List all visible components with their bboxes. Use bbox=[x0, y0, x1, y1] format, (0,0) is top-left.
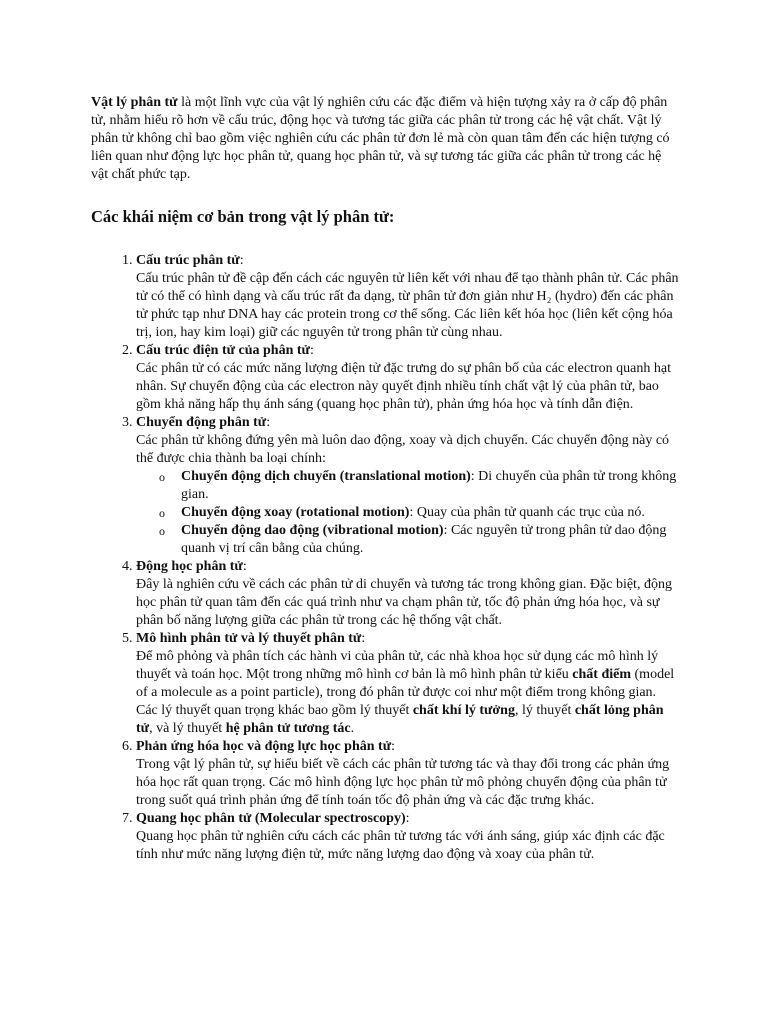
list-item: 4. Động học phân tử: Đây là nghiên cứu về cách các phân tử di chuyển và tương tác trong không gian. Đặc biệt, động học phân tử quan tâm đến các quá trình như va chạm phân tử, tốc độ phản ứng hóa học, và sự phân bố năng lượng giữa các phân tử trong các hệ thống vật chất. bbox=[136, 558, 680, 630]
item-title: Quang học phân tử (Molecular spectroscopy) bbox=[136, 811, 406, 826]
sublist-item: o Chuyển động xoay (rotational motion): Quay của phân tử quanh các trục của nó. bbox=[181, 504, 680, 522]
item-text: Các phân tử có các mức năng lượng điện tử đặc trưng do sự phân bố của các electron quanh hạt nhân. Sự chuyển động của các electron này quyết định nhiều tính chất vật lý của phân tử, bao gồm khả năng hấp thụ ánh sáng (quang học phân tử), phản ứng hóa học và tính dẫn điện. bbox=[136, 361, 671, 412]
sublist-item: o Chuyển động dao động (vibrational motion): Các nguyên tử trong phân tử dao động quanh vị trí cân bằng của chúng. bbox=[181, 522, 680, 558]
item-text: Đây là nghiên cứu về cách các phân tử di chuyển và tương tác trong không gian. Đặc biệt, động học phân tử quan tâm đến các quá trình như va chạm phân tử, tốc độ phản ứng hóa học, và sự phân bố năng lượng giữa các phân tử trong các hệ thống vật chất. bbox=[136, 577, 672, 628]
item-text: Quang học phân tử nghiên cứu cách các phân tử tương tác với ánh sáng, giúp xác định các đặc tính như mức năng lượng điện tử, mức năng lượng dao động và xoay của phân tử. bbox=[136, 829, 665, 862]
list-item: 1. Cấu trúc phân tử: Cấu trúc phân tử đề cập đến cách các nguyên tử liên kết với nhau để tạo thành phân tử. Các phân tử có thể có hình dạng và cấu trúc rất đa dạng, từ phân tử đơn giản như H₂ (hydro) đến các phân tử phức tạp như DNA hay các protein trong cơ thể sống. Các liên kết hóa học (liên kết cộng hóa trị, ion, hay kim loại) giữ các nguyên tử trong phân tử cùng nhau. bbox=[136, 252, 680, 342]
list-item: 3. Chuyển động phân tử: Các phân tử không đứng yên mà luôn dao động, xoay và dịch chuyển. Các chuyển động này có thể được chia thành ba loại chính: o Chuyển động dịch chuyển (translational motion): Di chuyển của phân tử trong không gian. o Chuyển động xoay (rotational motion): Quay của phân tử quanh các trục của nó. o Chuyển động dao động (vibrational motion): Các nguyên tử trong phân tử dao động quanh vị trí cân bằng của chúng. bbox=[136, 414, 680, 558]
item-text: Các phân tử không đứng yên mà luôn dao động, xoay và dịch chuyển. Các chuyển động này có thể được chia thành ba loại chính: bbox=[136, 433, 670, 466]
list-item: 7. Quang học phân tử (Molecular spectroscopy): Quang học phân tử nghiên cứu cách các phân tử tương tác với ánh sáng, giúp xác định các đặc tính như mức năng lượng điện tử, mức năng lượng dao động và xoay của phân tử. bbox=[136, 810, 680, 864]
list-item: 6. Phản ứng hóa học và động lực học phân tử: Trong vật lý phân tử, sự hiểu biết về cách các phân tử tương tác và thay đổi trong các phản ứng hóa học rất quan trọng. Các mô hình động lực học phân tử mô phỏng chuyển động của phân tử trong suốt quá trình phản ứng để tính toán tốc độ phản ứng và các đặc trưng khác. bbox=[136, 738, 680, 810]
sub-term: Chuyển động dịch chuyển (translational motion) bbox=[181, 469, 471, 484]
sublist-item: o Chuyển động dịch chuyển (translational motion): Di chuyển của phân tử trong không gian. bbox=[181, 468, 680, 504]
intro-term: Vật lý phân tử bbox=[91, 95, 178, 110]
item-title: Cấu trúc điện tử của phân tử bbox=[136, 343, 310, 358]
motion-sublist bbox=[136, 468, 680, 558]
item-title: Động học phân tử bbox=[136, 559, 243, 574]
sub-term: Chuyển động dao động (vibrational motion) bbox=[181, 523, 444, 538]
item-text: Trong vật lý phân tử, sự hiểu biết về cách các phân tử tương tác và thay đổi trong các phản ứng hóa học rất quan trọng. Các mô hình động lực học phân tử mô phỏng chuyển động của phân tử trong suốt quá trình phản ứng để tính toán tốc độ phản ứng và các đặc trưng khác. bbox=[136, 757, 670, 808]
intro-text: là một lĩnh vực của vật lý nghiên cứu các đặc điểm và hiện tượng xảy ra ở cấp độ phân tử, nhằm hiểu rõ hơn về cấu trúc, động học và tương tác giữa các phân tử trong các hệ vật chất. Vật lý phân tử không chỉ bao gồm việc nghiên cứu các phân tử đơn lẻ mà còn quan tâm đến các hiện tượng có liên quan như động lực học phân tử, quang học phân tử, và sự tương tác giữa các phân tử trong các hệ vật chất phức tạp. bbox=[91, 95, 670, 182]
sub-term: Chuyển động xoay (rotational motion) bbox=[181, 505, 410, 520]
intro-paragraph bbox=[91, 94, 680, 184]
list-item: 2. Cấu trúc điện tử của phân tử: Các phân tử có các mức năng lượng điện tử đặc trưng do sự phân bố của các electron quanh hạt nhân. Sự chuyển động của các electron này quyết định nhiều tính chất vật lý của phân tử, bao gồm khả năng hấp thụ ánh sáng (quang học phân tử), phản ứng hóa học và tính dẫn điện. bbox=[136, 342, 680, 414]
item-title: Mô hình phân tử và lý thuyết phân tử bbox=[136, 631, 362, 646]
item-text: Để mô phỏng và phân tích các hành vi của phân tử, các nhà khoa học sử dụng các mô hình lý thuyết và toán học. Một trong những mô hình cơ bản là mô hình phân tử kiểu chất điểm (model of a molecule as a point particle), trong đó phân tử được coi như một điểm trong không gian. Các lý thuyết quan trọng khác bao gồm lý thuyết chất khí lý tưởng, lý thuyết chất lỏng phân tử, và lý thuyết hệ phân tử tương tác. bbox=[136, 649, 675, 736]
list-item: 5. Mô hình phân tử và lý thuyết phân tử: Để mô phỏng và phân tích các hành vi của phân tử, các nhà khoa học sử dụng các mô hình lý thuyết và toán học. Một trong những mô hình cơ bản là mô hình phân tử kiểu chất điểm (model of a molecule as a point particle), trong đó phân tử được coi như một điểm trong không gian. Các lý thuyết quan trọng khác bao gồm lý thuyết chất khí lý tưởng, lý thuyết chất lỏng phân tử, và lý thuyết hệ phân tử tương tác. bbox=[136, 630, 680, 738]
item-title: Phản ứng hóa học và động lực học phân tử bbox=[136, 739, 392, 754]
item-title: Chuyển động phân tử bbox=[136, 415, 267, 430]
section-heading: Các khái niệm cơ bản trong vật lý phân tử: bbox=[91, 207, 395, 226]
item-text: Cấu trúc phân tử đề cập đến cách các nguyên tử liên kết với nhau để tạo thành phân tử. Các phân tử có thể có hình dạng và cấu trúc rất đa dạng, từ phân tử đơn giản như H₂ (hydro) đến các phân tử phức tạp như DNA hay các protein trong cơ thể sống. Các liên kết hóa học (liên kết cộng hóa trị, ion, hay kim loại) giữ các nguyên tử trong phân tử cùng nhau. bbox=[136, 271, 679, 340]
item-title: Cấu trúc phân tử bbox=[136, 253, 240, 268]
concept-list bbox=[91, 252, 680, 864]
